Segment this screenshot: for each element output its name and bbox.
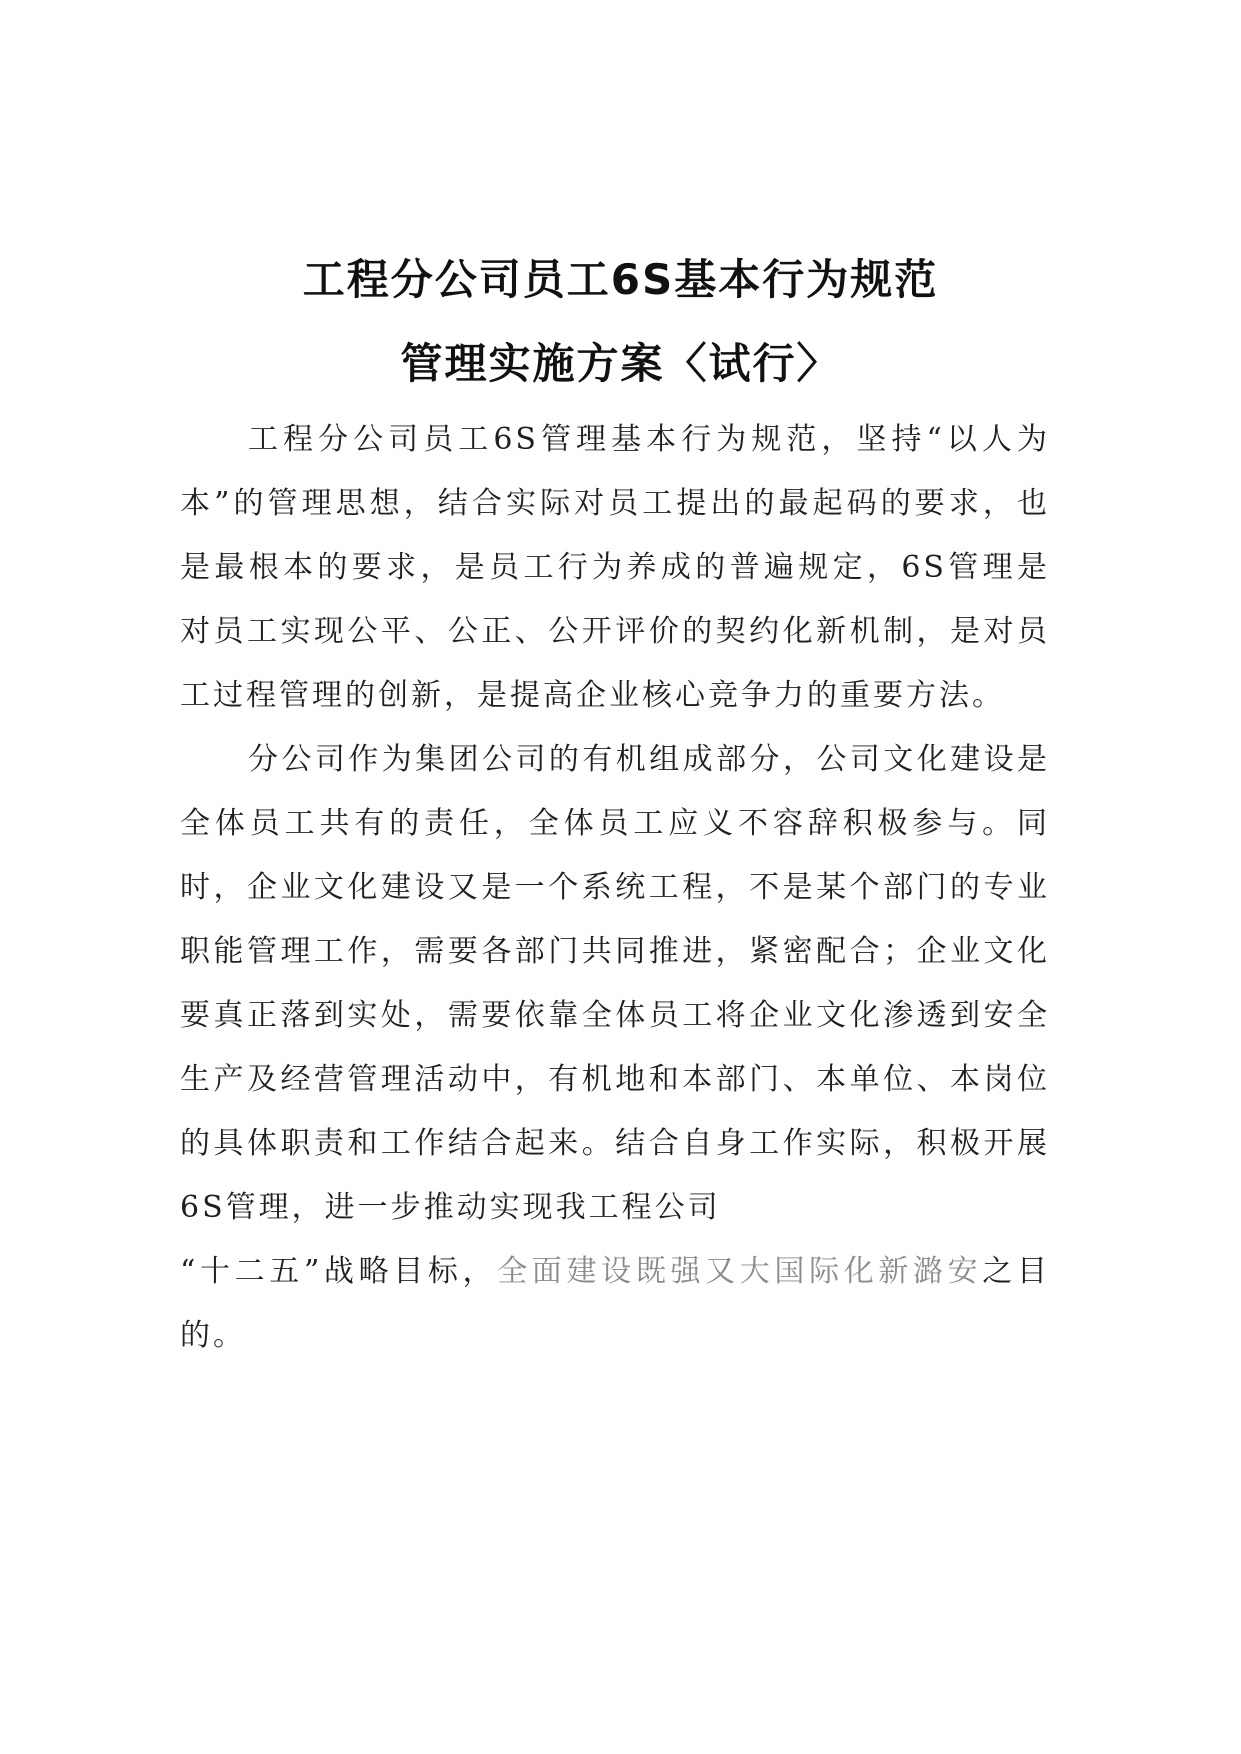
paragraph-3-start: “十二五”战略目标， <box>180 1254 498 1289</box>
paragraph-3 <box>180 1240 1050 1368</box>
paragraph-1: 工程分公司员工6S管理基本行为规范，坚持“以人为本”的管理思想，结合实际对员工提出的最起码的要求，也是最根本的要求，是员工行为养成的普遍规定，6S管理是对员工实现公平、公正、公开评价的契约化新机制，是对员工过程管理的创新，是提高企业核心竞争力的重要方法。 <box>180 422 1050 713</box>
paragraph-3-muted: 全面建设既强又大国际化新潞安 <box>497 1254 983 1289</box>
paragraph-3-end: 之目的。 <box>180 1254 1050 1353</box>
title-line-2: 管理实施方案〈试行〉 <box>400 339 841 389</box>
paragraph-2: 分公司作为集团公司的有机组成部分，公司文化建设是全体员工共有的责任，全体员工应义不容辞积极参与。同时，企业文化建设又是一个系统工程，不是某个部门的专业职能管理工作，需要各部门共同推进，紧密配合；企业文化要真正落到实处，需要依靠全体员工将企业文化渗透到安全生产及经营管理活动中，有机地和本部门、本单位、本岗位的具体职责和工作结合起来。结合自身工作实际，积极开展6S管理，进一步推动实现我工程公司 <box>180 742 1050 1225</box>
document-body <box>180 408 1050 1368</box>
document-title <box>0 238 1241 406</box>
title-line-1: 工程分公司员工6S基本行为规范 <box>302 255 939 305</box>
